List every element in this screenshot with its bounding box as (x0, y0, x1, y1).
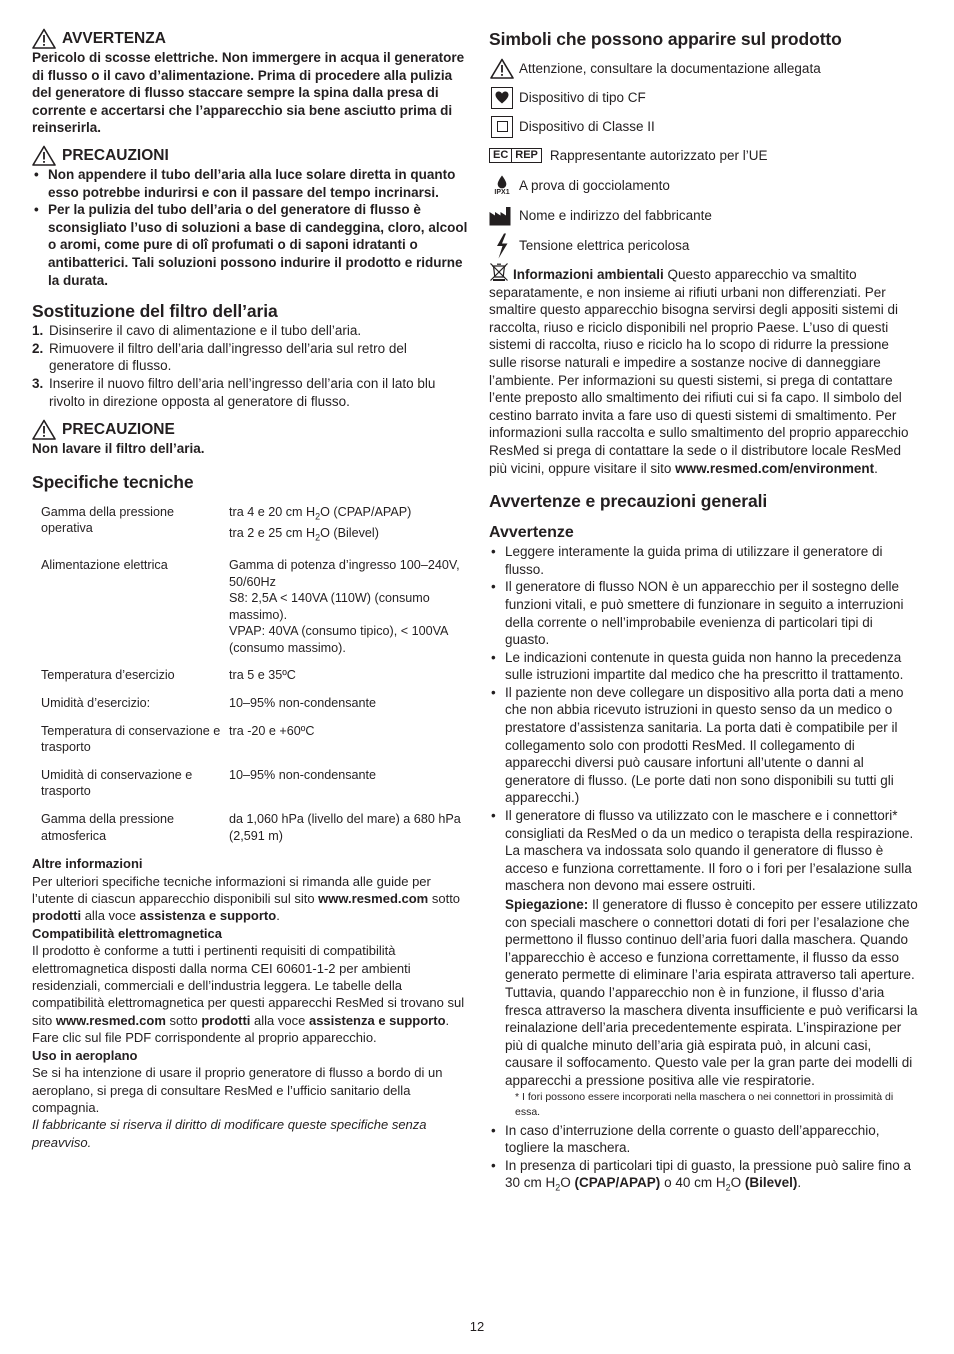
ipx1-label: IPX1 (494, 188, 510, 196)
precaution-text: Non lavare il filtro dell’aria. (32, 441, 205, 457)
other-info-title: Altre informazioni (32, 856, 143, 872)
text-run: assistenza e supporto (308, 1012, 446, 1028)
step-text: Inserire il nuovo filtro dell’aria nell’ingresso dell’aria con il lato blu rivolto in direzione opposta al generatore di flusso. (49, 375, 436, 409)
type-cf-icon (489, 86, 515, 110)
symbol-row (489, 201, 919, 230)
list-item: • Per la pulizia del tubo dell’aria o del generatore di flusso è sconsigliato l’uso di soluzioni a base di candeggina, cloro, alcool o aromi, come pure di olî profumati o di saponi idratanti o antibatterici. Tali soluzioni possono indurire il prodotto e ridurne la durata. (32, 201, 468, 289)
warning-icon (489, 57, 515, 81)
airplane-text: Se si ha intenzione di usare il proprio generatore di flusso a bordo di un aeroplano, si prega di consultare ResMed e l’ufficio sanitario della compagnia. (32, 1065, 443, 1115)
spec-value-part: O (CPAP/APAP) (320, 504, 412, 519)
precautions-title: PRECAUZIONI (62, 146, 169, 164)
text-run: . (797, 1175, 802, 1191)
text-run: assistenza e supporto (139, 908, 277, 924)
precaution-heading (32, 419, 468, 440)
page-number: 12 (469, 1319, 485, 1334)
spec-value: da 1,060 hPa (livello del mare) a 680 hPa (2,591 m) (229, 812, 461, 843)
spec-value: tra 5 e 35ºC (229, 668, 296, 683)
text-run: prodotti (32, 908, 82, 924)
list-item: • Il generatore di flusso NON è un apparecchio per il sostegno delle funzioni vitali, e può smettere di funzionare in seguito a interruzioni della corrente o nell’improbabile evenienza di particolari tipi di guasto. (489, 578, 919, 648)
list-item-text: Il generatore di flusso va utilizzato con le maschere e i connettori* consigliati da ResMed o da un medico o terapista della respirazione. La maschera va indossata solo quando il generatore di flusso è acceso e funziona correttamente. Il foro o i fori per l’esalazione sulla maschera non devono mai essere ostruiti. (505, 808, 914, 894)
warnings-subtitle: Avvertenze (489, 524, 574, 542)
symbol-row (489, 112, 919, 141)
other-info (32, 855, 468, 1151)
list-item: • Leggere interamente la guida prima di utilizzare il generatore di flusso. (489, 543, 919, 578)
emc-text (32, 942, 468, 1046)
manufacturer-icon (489, 204, 515, 228)
list-item: • In caso d’interruzione della corrente o guasto dell’apparecchio, togliere la maschera. (489, 1122, 919, 1157)
high-voltage-icon (489, 234, 515, 258)
symbol-label: A prova di gocciolamento (519, 178, 670, 193)
step-text: Rimuovere il filtro dell’aria dall’ingresso dell’aria sul retro del generatore di flusso. (49, 340, 407, 374)
general-section-title: Avvertenze e precauzioni generali (489, 491, 768, 512)
spec-value: 10–95% non-condensante (229, 696, 377, 711)
subscript: 2 (315, 511, 321, 522)
warning-text: Pericolo di scosse elettriche. Non immergere in acqua il generatore di flusso o il cavo d’alimentazione. Prima di procedere alla pulizia del generatore di flusso staccare sempre la spina dalla presa di corrente e accertarsi che l’apparecchio sia bene asciutto prima di reinserirla. (32, 50, 465, 136)
list-item (32, 322, 468, 340)
symbol-row (489, 230, 919, 261)
text-run: . (276, 908, 280, 924)
text-run: . (874, 460, 878, 476)
spec-value: 10–95% non-condensante (229, 767, 377, 782)
precautions-heading (32, 145, 468, 166)
text-run: (Bilevel) (744, 1175, 798, 1191)
resmed-link[interactable]: www.resmed.com (55, 1012, 166, 1028)
text-run: prodotti (201, 1012, 251, 1028)
left-column (32, 28, 468, 1151)
crossed-bin-icon (489, 262, 509, 282)
environment-info (489, 262, 919, 477)
right-column (489, 28, 919, 1198)
list-item: • Non appendere il tubo dell’aria alla luce solare diretta in quanto esso potrebbe indurirsi e con il passare del tempo incrinarsi. (32, 166, 468, 201)
step-number: 2. (32, 340, 44, 356)
spec-key: Umidità di conservazione e trasporto (41, 767, 193, 799)
text-run: O (730, 1175, 745, 1191)
filter-steps (32, 322, 468, 410)
spec-key: Temperatura di conservazione e trasporto (41, 723, 221, 755)
text-run: . Fare clic sul file PDF corrispondente al proprio apparecchio. (32, 1012, 450, 1046)
text-run: o 40 cm H (660, 1175, 726, 1191)
text-run: (CPAP/APAP) (574, 1175, 661, 1191)
spec-key: Umidità d’esercizio: (41, 696, 151, 711)
list-item: • Le indicazioni contenute in questa guida non hanno la precedenza sulle istruzioni impartite dal medico che ha prescritto il trattamento. (489, 649, 919, 684)
warning-icon (32, 28, 56, 49)
environment-link[interactable]: www.resmed.com/environment (675, 460, 875, 476)
text-run: alla voce (250, 1012, 309, 1028)
table-row (41, 811, 461, 855)
other-info-text (32, 873, 468, 925)
spec-value-part: O (Bilevel) (320, 525, 379, 540)
symbol-label: Attenzione, consultare la documentazione allegata (519, 61, 821, 76)
spec-value: Gamma di potenza d’ingresso 100–240V, 50/60Hz S8: 2,5A < 140VA (110W) (consumo massimo). VPAP: 40VA (consumo tipico), < 100VA (consumo massimo). (229, 557, 460, 655)
text-run: In presenza di particolari tipi di guasto, la pressione può salire fino a 30 cm H (505, 1157, 911, 1191)
disclaimer: Il fabbricante si riserva il diritto di modificare queste specifiche senza preavviso. (32, 1117, 427, 1150)
symbol-label: Rappresentante autorizzato per l’UE (549, 148, 768, 163)
warning-heading (32, 28, 468, 49)
subscript: 2 (555, 1183, 561, 1193)
text-run: Per ulteriori specifiche tecniche informazioni si rimanda alle guide per l’utente di ciascun apparecchio disponibili sul sito (32, 873, 431, 907)
symbols-section-title: Simboli che possono apparire sul prodotto (489, 29, 842, 49)
step-number: 3. (32, 375, 44, 391)
spec-key: Gamma della pressione atmosferica (41, 812, 174, 843)
spec-value-part: tra 4 e 20 cm H (229, 504, 316, 519)
spec-key: Alimentazione elettrica (41, 557, 168, 572)
text-run: sotto (165, 1012, 202, 1028)
list-item (32, 340, 468, 375)
list-item: • Il paziente non deve collegare un dispositivo alla porta dati a meno che non abbia ricevuto istruzioni in questo senso da un medico o prestatore d’assistenza sanitaria. La porta dati è compatibile per il collegamento solo con prodotti ResMed. Il collegamento di apparecchi diversi può causare infortuni all’utente o danni al generatore di flusso. (Le porte dati non sono disponibili su tutti gli apparecchi.) (489, 684, 919, 807)
spec-key: Temperatura d’esercizio (41, 668, 175, 683)
specs-section-title: Specifiche tecniche (32, 471, 194, 492)
class-ii-icon (489, 115, 515, 139)
table-row (41, 504, 461, 557)
list-item (489, 1157, 919, 1198)
footnote: * I fori possono essere incorporati nella maschera o nei connettori in prossimità di essa. (515, 1090, 894, 1118)
warning-title: AVVERTENZA (62, 30, 166, 47)
text-run: alla voce (81, 908, 140, 924)
symbol-label: Nome e indirizzo del fabbricante (519, 208, 712, 223)
warnings-list (489, 543, 919, 1197)
emc-title: Compatibilità elettromagnetica (32, 925, 222, 941)
table-row (41, 695, 461, 723)
table-row (41, 557, 461, 668)
spec-key: Gamma della pressione operativa (41, 504, 174, 536)
spec-value (229, 504, 461, 557)
symbol-label: Dispositivo di Classe II (519, 119, 655, 134)
step-text: Disinserire il cavo di alimentazione e il tubo dell’aria. (49, 323, 362, 339)
spec-value-part: tra 2 e 25 cm H (229, 525, 316, 540)
list-item (32, 375, 468, 410)
environment-text: Questo apparecchio va smaltito separatamente, e non insieme ai rifiuti urbani non differenziati. Per smaltire questo apparecchio bisogna servirsi degli appositi sistemi di raccolta, riuso e riciclo disponibili nel proprio Paese. L’uso di questi sistemi di raccolta, riuso e riciclo ha lo scopo di ridurre la pressione sulle risorse naturali e impedire a sostanze nocive di danneggiare l’ambiente. Per informazioni su questi sistemi, si prega di contattare l’ente preposto allo smaltimento dei rifiuti cui si fa capo. Il simbolo del cestino barrato invita a fare uso di questi sistemi di smaltimento. Per informazioni sulla raccolta e sullo smaltimento del proprio apparecchio ResMed si prega di contattare la sede o il distributore locale ResMed più vicini, oppure visitare il sito (489, 267, 909, 476)
rep-label: REP (511, 149, 541, 162)
symbol-row (489, 141, 919, 170)
step-number: 1. (32, 323, 44, 339)
explanation-label: Spiegazione: (505, 897, 589, 912)
table-row (41, 667, 461, 695)
airplane-title: Uso in aeroplano (32, 1047, 138, 1063)
symbol-row (489, 83, 919, 112)
list-item (489, 807, 919, 1120)
filter-section-title: Sostituzione del filtro dell’aria (32, 301, 278, 322)
warning-icon (32, 145, 56, 166)
table-row (41, 723, 461, 767)
specs-table (41, 504, 461, 856)
spec-value: tra -20 e +60ºC (229, 723, 315, 738)
precaution-title: PRECAUZIONE (62, 421, 175, 439)
explanation-text: Il generatore di flusso è concepito per essere utilizzato con speciali maschere o connettori dotati di fori per l’esalazione che permettono il flusso continuo dell’aria fuori dalla maschera. Quando l’apparecchio è acceso e funziona correttamente, il flusso da esso generato permette di eliminare l’aria espirata attraverso tali aperture. Tuttavia, quando l’apparecchio non è in funzione, il flusso d’aria fresca attraverso la maschera diventa insufficiente e può verificarsi la reinalazione dell’aria precedentemente espirata. L’inspirazione per più di qualche minuto dell’aria già espirata può, in alcuni casi, causare il soffocamento. Questo vale per la gran parte dei modelli di apparecchi a pressione positiva alle vie respiratorie. (505, 897, 918, 1088)
warning-icon (32, 419, 56, 440)
symbol-row (489, 170, 919, 201)
table-row (41, 767, 461, 811)
resmed-link[interactable]: www.resmed.com (318, 891, 429, 907)
explanation (505, 896, 919, 1090)
text-run: sotto (428, 891, 461, 907)
symbol-label: Dispositivo di tipo CF (519, 90, 646, 105)
drip-proof-icon (489, 172, 515, 200)
symbol-label: Tensione elettrica pericolosa (519, 238, 690, 253)
text-run: O (560, 1175, 575, 1191)
ec-rep-icon (489, 148, 542, 163)
symbol-row (489, 54, 919, 83)
text-run: Il prodotto è conforme a tutti i pertinenti requisiti di compatibilità elettromagnetica disposti dalla norma CEI 60601-1-2 per ambienti residenziali, commerciali e dell’industria leggera. Le tabelle della compatibilità elettromagnetica per questi apparecchi ResMed si trovano sul sito (32, 943, 465, 1028)
subscript: 2 (315, 532, 321, 543)
ec-label: EC (493, 149, 509, 161)
environment-title: Informazioni ambientali (513, 267, 664, 282)
precautions-list (32, 166, 468, 289)
subscript: 2 (725, 1183, 731, 1193)
